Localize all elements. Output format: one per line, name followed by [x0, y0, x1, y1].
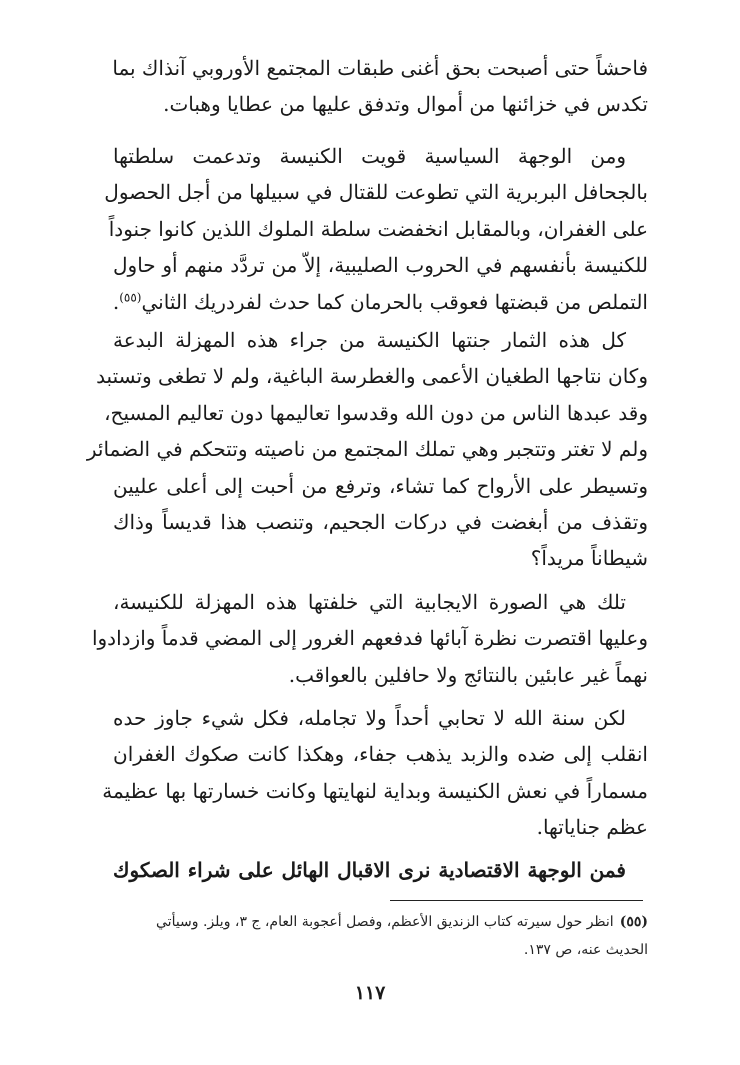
footnote-line	[103, 908, 648, 936]
text-line: وعليها اقتصرت نظرة آبائها فدفعهم الغرور إلى المضي قدماً وازدادوا	[91, 626, 648, 651]
text-line: كل هذه الثمار جنتها الكنيسة من جراء هذه المهزلة البدعة	[113, 328, 626, 352]
page-number: ١١٧	[354, 982, 386, 1004]
footnote-separator	[390, 900, 643, 901]
paragraph-6	[113, 852, 648, 888]
paragraph-2	[104, 138, 648, 320]
text-fragment: .	[112, 289, 120, 314]
text-line: لكن سنة الله لا تحابي أحداً ولا تجامله، فكل شيء جاوز حده	[113, 706, 626, 730]
text-line: وتقذف من أبغضت في دركات الجحيم، وتنصب هذا قديساً وذاك	[113, 510, 649, 535]
text-line: نهماً غير عابئين بالنتائج ولا حافلين بالعواقب.	[288, 662, 648, 687]
paragraph-3	[86, 322, 649, 577]
text-line: انقلب إلى ضده والزبد يذهب جفاء، وهكذا كانت صكوك الغفران	[113, 742, 648, 767]
footnote	[103, 908, 648, 964]
text-line: فاحشاً حتى أصبحت بحق أغنى طبقات المجتمع الأوروبي آنذاك بما	[112, 56, 648, 80]
text-line: للكنيسة بأنفسهم في الحروب الصليبية، إلاّ من تردَّد منهم أو حاول	[113, 253, 648, 278]
footnote-reference: (٥٥)	[119, 289, 142, 304]
footnote-number: (٥٥)	[619, 914, 648, 930]
text-line: ومن الوجهة السياسية قويت الكنيسة وتدعمت سلطتها	[113, 144, 626, 168]
text-line: وقد عبدها الناس من دون الله وقدسوا تعاليمها دون تعاليم المسيح،	[104, 400, 648, 425]
text-line: فمن الوجهة الاقتصادية نرى الاقبال الهائل على شراء الصكوك	[113, 858, 626, 882]
text-line: بالجحافل البربرية التي تطوعت للقتال في سبيلها من أجل الحصول	[104, 180, 648, 205]
text-line	[113, 284, 648, 320]
footnote-text: انظر حول سيرته كتاب الزنديق الأعظم، وفصل أعجوبة العام، ج ٣، ويلز. وسيأتي	[156, 914, 614, 930]
text-line: تكدس في خزائنها من أموال وتدفق عليها من عطايا وهبات.	[163, 92, 648, 117]
text-line: تلك هي الصورة الايجابية التي خلفتها هذه المهزلة للكنيسة،	[113, 590, 626, 614]
paragraph-1	[113, 50, 648, 123]
footnote-line	[103, 936, 648, 964]
paragraph-5	[102, 700, 648, 846]
text-line: شيطاناً مريداً؟	[530, 546, 648, 571]
text-line: على الغفران، وبالمقابل انخفضت سلطة الملوك اللذين كانوا جنوداً	[108, 216, 648, 241]
text-fragment: التملص من قبضتها فعوقب بالحرمان كما حدث لفردريك الثاني	[141, 289, 648, 314]
paragraph-4	[91, 584, 648, 693]
footnote-text: الحديث عنه، ص ١٣٧.	[523, 942, 648, 958]
text-line: مسماراً في نعش الكنيسة وبداية لنهايتها وكانت خسارتها بها عظيمة	[102, 778, 648, 803]
text-line: وكان نتاجها الطغيان الأعمى والغطرسة الباغية، ولم لا تطغى وتستبد	[96, 364, 648, 389]
text-line: عظم جناياتها.	[536, 815, 648, 840]
text-line: ولم لا تغتر وتتجبر وهي تملك المجتمع من ناصيته وتتحكم في الضمائر	[86, 437, 648, 462]
text-line: وتسيطر على الأرواح كما تشاء، وترفع من أحبت إلى أعلى عليين	[113, 473, 648, 498]
